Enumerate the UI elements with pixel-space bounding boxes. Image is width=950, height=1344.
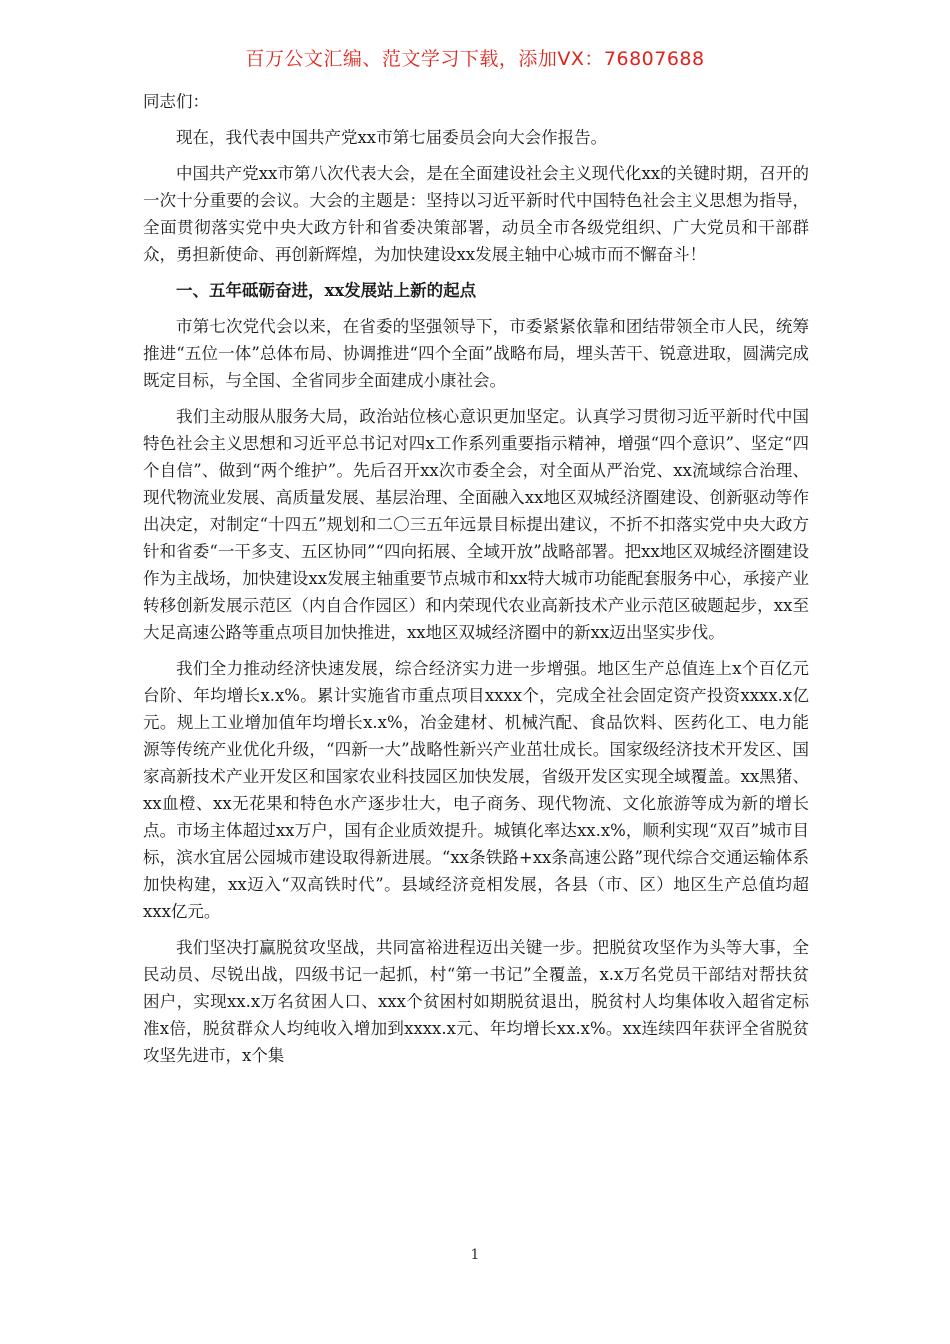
salutation: 同志们： — [143, 92, 209, 111]
section-heading: 一、五年砥砺奋进，xx发展站上新的起点 — [176, 281, 477, 300]
promo-banner: 百万公文汇编、范文学习下载，添加VX：76807688 — [245, 48, 705, 70]
paragraph: 中国共产党xx市第八次代表大会，是在全面建设社会主义现代化xx的关键时期，召开的一次十分重要的会议。大会的主题是：坚持以习近平新时代中国特色社会主义思想为指导，全面贯彻落实党中央大政方针和省委决策部署，动员全市各级党组织、广大党员和干部群众，勇担新使命、再创新辉煌，为加快建设xx发展主轴中心城市而不懈奋斗！ — [143, 164, 809, 264]
paragraph: 我们坚决打赢脱贫攻坚战，共同富裕进程迈出关键一步。把脱贫攻坚作为头等大事，全民动员、尽锐出战，四级书记一起抓，村“第一书记”全覆盖，x.x万名党员干部结对帮扶贫困户，实现xx.x万名贫困人口、xxx个贫困村如期脱贫退出，脱贫村人均集体收入超省定标准x倍，脱贫群众人均纯收入增加到xxxx.x元、年均增长xx.x%。xx连续四年获评全省脱贫攻坚先进市，x个集 — [143, 938, 809, 1065]
paragraph: 我们主动服从服务大局，政治站位核心意识更加坚定。认真学习贯彻习近平新时代中国特色社会主义思想和习近平总书记对四x工作系列重要指示精神，增强“四个意识”、坚定“四个自信”、做到“两个维护”。先后召开xx次市委全会，对全面从严治党、xx流域综合治理、现代物流业发展、高质量发展、基层治理、全面融入xx地区双城经济圈建设、创新驱动等作出决定，对制定“十四五”规划和二〇三五年远景目标提出建议，不折不扣落实党中央大政方针和省委“一干多支、五区协同”“四向拓展、全域开放”战略部署。把xx地区双城经济圈建设作为主战场，加快建设xx发展主轴重要节点城市和xx特大城市功能配套服务中心，承接产业转移创新发展示范区（内自合作园区）和内荣现代农业高新技术产业示范区破题起步，xx至大足高速公路等重点项目加快推进，xx地区双城经济圈中的新xx迈出坚实步伐。 — [143, 407, 809, 642]
paragraph: 市第七次党代会以来，在省委的坚强领导下，市委紧紧依靠和团结带领全市人民，统筹推进“五位一体”总体布局、协调推进“四个全面”战略布局，埋头苦干、锐意进取，圆满完成既定目标，与全国、全省同步全面建成小康社会。 — [143, 317, 809, 390]
document-body — [143, 88, 809, 1078]
page-number: 1 — [470, 1247, 480, 1263]
paragraph: 我们全力推动经济快速发展，综合经济实力进一步增强。地区生产总值连上x个百亿元台阶、年均增长x.x%。累计实施省市重点项目xxxx个，完成全社会固定资产投资xxxx.x亿元。规上工业增加值年均增长x.x%，冶金建材、机械汽配、食品饮料、医药化工、电力能源等传统产业优化升级，“四新一大”战略性新兴产业茁壮成长。国家级经济技术开发区、国家高新技术产业开发区和国家农业科技园区加快发展，省级开发区实现全域覆盖。xx黑猪、xx血橙、xx无花果和特色水产逐步壮大，电子商务、现代物流、文化旅游等成为新的增长点。市场主体超过xx万户，国有企业质效提升。城镇化率达xx.x%，顺利实现“双百”城市目标，滨水宜居公园城市建设取得新进展。“xx条铁路+xx条高速公路”现代综合交通运输体系加快构建，xx迈入“双高铁时代”。县域经济竞相发展，各县（市、区）地区生产总值均超xxx亿元。 — [143, 659, 809, 921]
paragraph: 现在，我代表中国共产党xx市第七届委员会向大会作报告。 — [176, 128, 608, 147]
